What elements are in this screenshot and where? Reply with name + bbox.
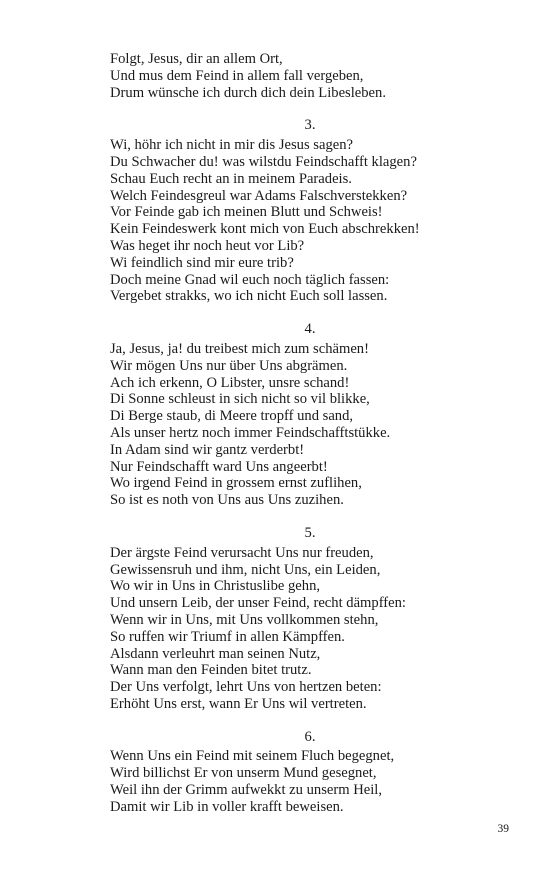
verse-line: Wo wir in Uns in Christuslibe gehn,: [110, 578, 321, 595]
verse-line: Vergebet strakks, wo ich nicht Euch soll lassen.: [110, 288, 388, 305]
verse-line: Schau Euch recht an in meinem Paradeis.: [110, 170, 352, 187]
verse-line: Vor Feinde gab ich meinen Blutt und Schweis!: [110, 204, 383, 221]
verse-line: Was heget ihr noch heut vor Lib?: [110, 237, 305, 254]
stanza-number: 6.: [304, 728, 316, 745]
verse-line: Folgt, Jesus, dir an allem Ort,: [110, 51, 283, 67]
verse-line: Wird billichst Er von unserm Mund gesegnet,: [110, 765, 377, 782]
poem-page: [110, 51, 470, 816]
verse-line: Du Schwacher du! was wilstdu Feindschafft klagen?: [110, 153, 417, 170]
verse-line: Alsdann verleuhrt man seinen Nutz,: [110, 645, 321, 662]
verse-line: Di Sonne schleust in sich nicht so vil blikke,: [110, 391, 370, 408]
verse-line: So ist es noth von Uns aus Uns zuzihen.: [110, 492, 344, 509]
stanza-6: [110, 729, 470, 816]
verse-line: Nur Feindschafft ward Uns angeerbt!: [110, 458, 328, 475]
verse-line: Wann man den Feinden bitet trutz.: [110, 662, 312, 679]
page-number: 39: [497, 823, 509, 835]
continuation-lines: [110, 51, 470, 101]
stanza-number: 5.: [304, 524, 316, 541]
verse-line: Gewissensruh und ihm, nicht Uns, ein Leiden,: [110, 561, 381, 578]
stanza-number: 3.: [304, 117, 316, 134]
verse-line: Und mus dem Feind in allem fall vergeben,: [110, 67, 364, 84]
stanza-number: 4.: [304, 321, 316, 338]
verse-line: Wenn wir in Uns, mit Uns vollkommen stehn,: [110, 611, 379, 628]
stanza-5: [110, 525, 470, 713]
verse-line: Wenn Uns ein Feind mit seinem Fluch begegnet,: [110, 748, 395, 765]
verse-line: Weil ihn der Grimm aufwekkt zu unserm Heil,: [110, 782, 382, 799]
verse-line: Damit wir Lib in voller krafft beweisen.: [110, 798, 344, 815]
verse-line: Kein Feindeswerk kont mich von Euch abschrekken!: [110, 221, 420, 238]
verse-line: Wi feindlich sind mir eure trib?: [110, 254, 294, 271]
verse-line: Ach ich erkenn, O Libster, unsre schand!: [110, 374, 350, 391]
verse-line: Erhöht Uns erst, wann Er Uns wil vertreten.: [110, 695, 367, 712]
verse-line: Wo irgend Feind in grossem ernst zuflihen,: [110, 475, 362, 492]
verse-line: In Adam sind wir gantz verderbt!: [110, 441, 305, 458]
verse-line: Wi, höhr ich nicht in mir dis Jesus sagen?: [110, 137, 354, 154]
verse-line: Der ärgste Feind verursacht Uns nur freuden,: [110, 544, 374, 561]
verse-line: Der Uns verfolgt, lehrt Uns von hertzen beten:: [110, 679, 382, 696]
stanza-4: [110, 321, 470, 509]
verse-line: So ruffen wir Triumf in allen Kämpffen.: [110, 628, 345, 645]
verse-line: Als unser hertz noch immer Feindschafftstükke.: [110, 424, 391, 441]
verse-line: Ja, Jesus, ja! du treibest mich zum schämen!: [110, 340, 369, 357]
verse-line: Doch meine Gnad wil euch noch täglich fassen:: [110, 271, 390, 288]
verse-line: Di Berge staub, di Meere tropff und sand,: [110, 408, 354, 425]
verse-line: Welch Feindesgreul war Adams Falschverstekken?: [110, 187, 408, 204]
verse-line: Drum wünsche ich durch dich dein Libesleben.: [110, 84, 386, 101]
stanza-3: [110, 117, 470, 305]
verse-line: Wir mögen Uns nur über Uns abgrämen.: [110, 357, 348, 374]
verse-line: Und unsern Leib, der unser Feind, recht dämpffen:: [110, 595, 406, 612]
